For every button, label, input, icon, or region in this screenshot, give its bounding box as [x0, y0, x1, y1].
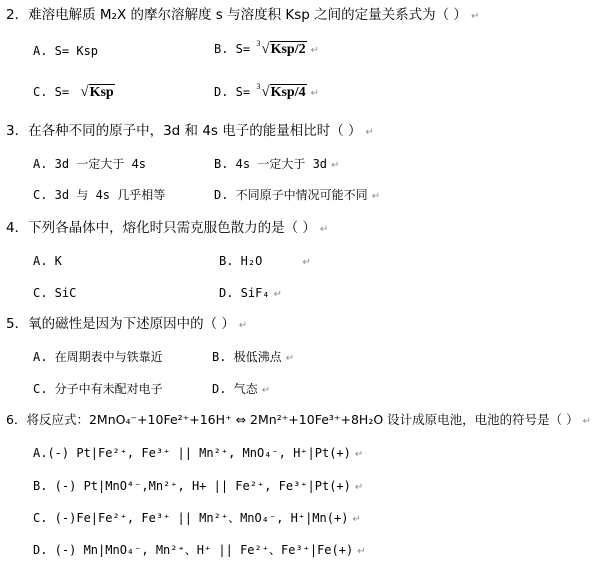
q4-option-d: D. SiF₄ ↵ [219, 286, 282, 300]
q4-option-c: C. SiC [33, 286, 77, 300]
q2-option-c: C. S= √Ksp [33, 84, 114, 100]
q6-option-d: D. (-) Mn|MnO₄⁻, Mn²⁺、H⁺ || Fe²⁺、Fe³⁺|Fe(+) ↵ [33, 543, 366, 557]
q3-option-d: D. 不同原子中情况可能不同 ↵ [214, 188, 381, 202]
question-2-stem: 2．难溶电解质 M₂X 的摩尔溶解度 s 与溶度积 Ksp 之间的定量关系式为（ ） ↵ [6, 7, 480, 23]
question-3-stem: 3．在各种不同的原子中，3d 和 4s 电子的能量相比时（ ） ↵ [6, 123, 374, 139]
q2-option-b: B. S= 3 √Ksp/2 ↵ [214, 39, 319, 57]
q5-option-b: B. 极低沸点 ↵ [212, 350, 295, 364]
question-5-stem: 5．氧的磁性是因为下述原因中的（ ） ↵ [6, 316, 248, 332]
square-root-expression: √Ksp [80, 84, 114, 100]
q6-option-c: C. (-)Fe|Fe²⁺, Fe³⁺ || Mn²⁺、MnO₄⁻, H⁺|Mn(+) ↵ [33, 511, 361, 525]
q5-option-c: C. 分子中有未配对电子 [33, 382, 163, 396]
cube-root-expression: 3 √Ksp/2 [256, 39, 306, 57]
q5-option-a: A. 在周期表中与铁靠近 [33, 350, 163, 364]
q2-option-d: D. S= 3 √Ksp/4 ↵ [214, 82, 319, 100]
cube-root-expression: 3 √Ksp/4 [256, 82, 306, 100]
q3-option-b: B. 4s 一定大于 3d ↵ [214, 157, 340, 171]
q2-option-a: A. S= Ksp [33, 44, 99, 58]
question-6-stem: 6．将反应式：2MnO₄⁻+10Fe²⁺+16H⁺ ⇔ 2Mn²⁺+10Fe³⁺+8H₂O 设计成原电池，电池的符号是（ ） ↵ [6, 412, 592, 427]
q6-option-a: A.(-) Pt|Fe²⁺, Fe³⁺ || Mn²⁺, MnO₄⁻, H⁺|Pt(+) ↵ [33, 446, 364, 460]
q6-option-b: B. (-) Pt|MnO⁴⁻,Mn²⁺, H+ || Fe²⁺, Fe³⁺|Pt(+) ↵ [33, 479, 364, 493]
q3-option-c: C. 3d 与 4s 几乎相等 [33, 188, 166, 202]
q4-option-b: B. H₂O ↵ [219, 254, 311, 268]
q3-option-a: A. 3d 一定大于 4s [33, 157, 147, 171]
question-4-stem: 4．下列各晶体中，熔化时只需克服色散力的是（ ） ↵ [6, 220, 329, 236]
q5-option-d: D. 气态 ↵ [212, 382, 271, 396]
q4-option-a: A. K [33, 254, 62, 268]
